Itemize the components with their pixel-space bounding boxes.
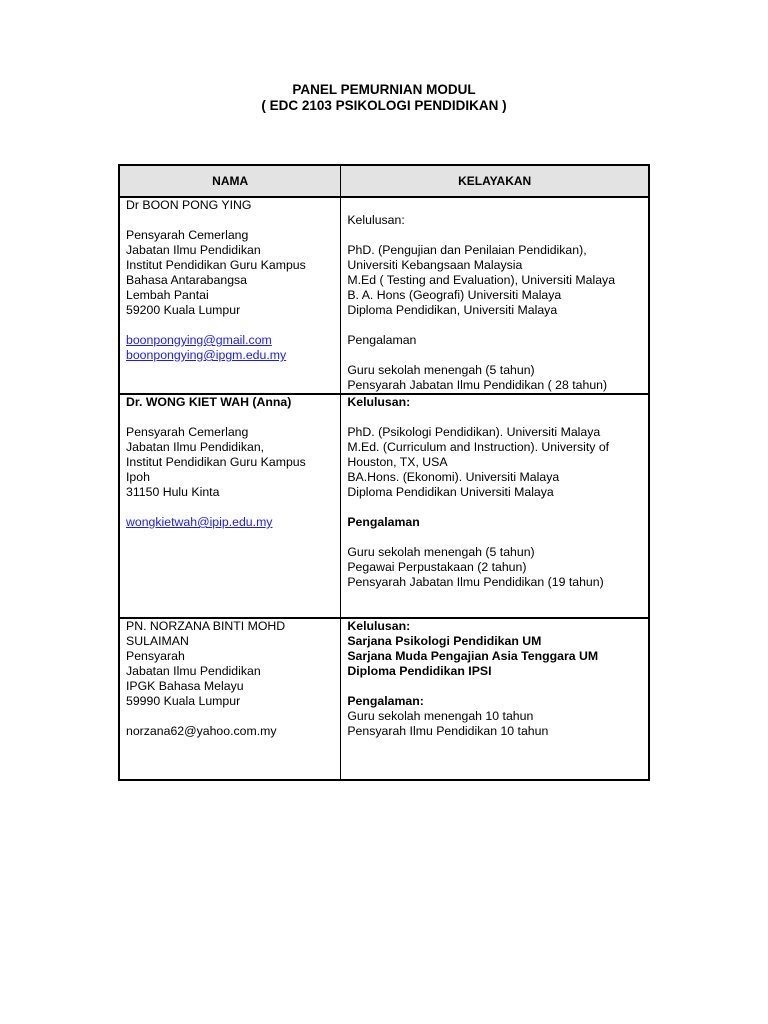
email-link[interactable]: boonpongying@ipgm.edu.my — [126, 348, 287, 362]
qualification-heading: Kelulusan: — [347, 619, 411, 633]
table-row — [119, 618, 649, 780]
table-header-row — [119, 165, 649, 197]
address-line: Pensyarah Cemerlang — [126, 228, 249, 242]
qualification-line: B. A. Hons (Geografi) Universiti Malaya — [347, 288, 562, 302]
address-line: Pensyarah — [126, 649, 185, 663]
qualification-line: Diploma Pendidikan Universiti Malaya — [347, 485, 554, 499]
qualification-line: Universiti Kebangsaan Malaysia — [347, 258, 523, 272]
address-line: Institut Pendidikan Guru Kampus — [126, 258, 306, 272]
experience-heading: Pengalaman: — [347, 694, 424, 708]
member-name: PN. NORZANA BINTI MOHD — [126, 619, 286, 633]
experience-line: Guru sekolah menengah 10 tahun — [347, 709, 534, 723]
qualification-line: Sarjana Psikologi Pendidikan UM — [347, 634, 542, 648]
address-line: Jabatan Ilmu Pendidikan — [126, 664, 261, 678]
email-link[interactable]: boonpongying@gmail.com — [126, 333, 272, 347]
address-line: Institut Pendidikan Guru Kampus — [126, 455, 306, 469]
table-row — [119, 394, 649, 618]
address-line: Lembah Pantai — [126, 288, 209, 302]
qualification-line: M.Ed ( Testing and Evaluation), Universiti Malaya — [347, 273, 616, 287]
experience-line: Pensyarah Jabatan Ilmu Pendidikan (19 tahun) — [347, 575, 604, 589]
experience-line: Pensyarah Ilmu Pendidikan 10 tahun — [347, 724, 549, 738]
name-cell — [119, 394, 341, 618]
column-header-nama: NAMA — [119, 165, 341, 197]
address-line: 59200 Kuala Lumpur — [126, 303, 241, 317]
experience-line: Pensyarah Jabatan Ilmu Pendidikan ( 28 tahun) — [347, 378, 608, 392]
table-row — [119, 197, 649, 394]
address-line: IPGK Bahasa Melayu — [126, 679, 244, 693]
page-title: PANEL PEMURNIAN MODUL — [292, 82, 476, 97]
page-subtitle: ( EDC 2103 PSIKOLOGI PENDIDIKAN ) — [261, 98, 507, 113]
qualification-line: Sarjana Muda Pengajian Asia Tenggara UM — [347, 649, 599, 663]
qualification-line: M.Ed. (Curriculum and Instruction). University of — [347, 440, 610, 454]
email-text: norzana62@yahoo.com.my — [126, 724, 277, 738]
experience-line: Pegawai Perpustakaan (2 tahun) — [347, 560, 527, 574]
qualification-cell — [341, 394, 649, 618]
qualification-cell — [341, 197, 649, 394]
qualification-line: Houston, TX, USA — [347, 455, 448, 469]
member-name: Dr. WONG KIET WAH (Anna) — [126, 395, 292, 409]
qualification-cell — [341, 618, 649, 780]
qualification-line: PhD. (Psikologi Pendidikan). Universiti Malaya — [347, 425, 601, 439]
qualification-line: Diploma Pendidikan IPSI — [347, 664, 492, 678]
name-cell — [119, 618, 341, 780]
experience-heading: Pengalaman — [347, 333, 417, 347]
column-header-kelayakan: KELAYAKAN — [341, 165, 649, 197]
address-line: Ipoh — [126, 470, 150, 484]
member-name: Dr BOON PONG YING — [126, 198, 252, 212]
qualification-heading: Kelulusan: — [347, 213, 405, 227]
address-line: Bahasa Antarabangsa — [126, 273, 248, 287]
address-line: Pensyarah Cemerlang — [126, 425, 249, 439]
qualification-line: BA.Hons. (Ekonomi). Universiti Malaya — [347, 470, 560, 484]
qualification-line: Diploma Pendidikan, Universiti Malaya — [347, 303, 558, 317]
experience-line: Guru sekolah menengah (5 tahun) — [347, 545, 535, 559]
name-cell — [119, 197, 341, 394]
address-line: Jabatan Ilmu Pendidikan, — [126, 440, 265, 454]
qualification-heading: Kelulusan: — [347, 395, 411, 409]
experience-line: Guru sekolah menengah (5 tahun) — [347, 363, 535, 377]
experience-heading: Pengalaman — [347, 515, 420, 529]
address-line: Jabatan Ilmu Pendidikan — [126, 243, 261, 257]
address-line: 59990 Kuala Lumpur — [126, 694, 241, 708]
email-link[interactable]: wongkietwah@ipip.edu.my — [126, 515, 273, 529]
address-line: 31150 Hulu Kinta — [126, 485, 220, 499]
panel-table — [118, 164, 650, 781]
member-name: SULAIMAN — [126, 634, 189, 648]
qualification-line: PhD. (Pengujian dan Penilaian Pendidikan), — [347, 243, 587, 257]
